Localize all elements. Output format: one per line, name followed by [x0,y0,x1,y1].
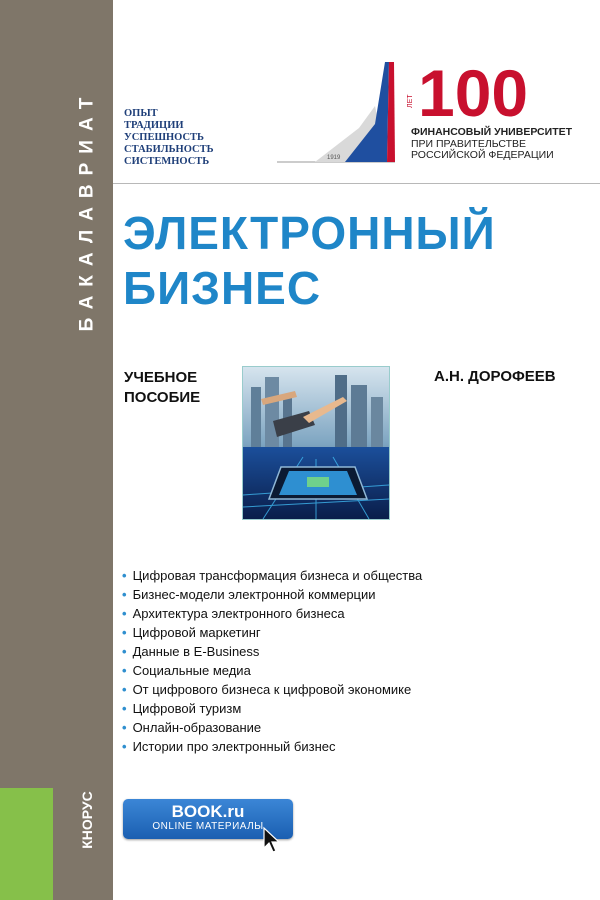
cover-illustration [242,366,390,520]
motto-item: УСПЕШНОСТЬ [124,132,204,143]
topic-text: Онлайн-образование [132,720,262,735]
list-item [122,680,422,699]
bullet-icon: • [122,568,127,583]
list-item [122,585,422,604]
bullet-icon: • [122,682,127,697]
publisher-name: КНОРУС [79,791,95,849]
university-name-line: ПРИ ПРАВИТЕЛЬСТВЕ [411,137,527,150]
bullet-icon: • [122,720,127,735]
author-name: А.Н. ДОРОФЕЕВ [434,368,556,385]
list-item [122,699,422,718]
university-name [411,127,572,162]
list-item [122,566,422,585]
motto-item: ОПЫТ [124,108,158,119]
topic-text: Истории про электронный бизнес [132,739,336,754]
list-item [122,737,422,756]
digital-business-image [243,367,389,519]
years-label: ЛЕТ [407,94,414,108]
motto-list [124,108,214,168]
bullet-icon: • [122,663,127,678]
university-name-line: РОССИЙСКОЙ ФЕДЕРАЦИИ [411,149,554,161]
topic-text: Цифровой туризм [132,701,242,716]
university-name-line: ФИНАНСОВЫЙ УНИВЕРСИТЕТ [411,126,573,138]
spine-publisher [62,770,112,870]
bullet-icon: • [122,587,127,602]
spine-series-text: БАКАЛАВРИАТ [76,88,97,332]
bullet-icon: • [122,701,127,716]
bookru-label: BOOK.ru [171,802,245,821]
topic-text: От цифрового бизнеса к цифровой экономике [132,682,412,697]
founded-year: 1919 [327,155,341,161]
bookru-sub-label: ONLINE МАТЕРИАЛЫ [152,821,264,832]
topic-text: Социальные медиа [132,663,251,678]
spine-series [62,60,112,360]
book-type-line: ПОСОБИЕ [124,389,201,406]
header-divider [113,183,600,184]
topic-text: Цифровой маркетинг [132,625,261,640]
motto-item: СИСТЕМНОСТЬ [124,156,210,167]
list-item [122,718,422,737]
list-item [122,642,422,661]
motto-item: ТРАДИЦИИ [124,120,184,131]
list-item [122,604,422,623]
anniversary-number: 100 [418,56,529,130]
list-item [122,661,422,680]
topic-text: Цифровая трансформация бизнеса и общества [132,568,423,583]
bullet-icon: • [122,739,127,754]
topic-text: Бизнес-модели электронной коммерции [132,587,376,602]
university-100-logo [407,56,558,130]
book-type [124,368,200,408]
book-title [123,206,496,316]
mouse-pointer-icon [262,826,282,854]
university-flag-graphic [275,58,407,166]
topic-text: Архитектура электронного бизнеса [132,606,345,621]
book-title-line: БИЗНЕС [123,262,322,314]
topics-list [122,566,422,756]
bullet-icon: • [122,644,127,659]
bullet-icon: • [122,606,127,621]
topic-text: Данные в E-Business [132,644,260,659]
bullet-icon: • [122,625,127,640]
list-item [122,623,422,642]
book-type-line: УЧЕБНОЕ [124,369,198,386]
motto-item: СТАБИЛЬНОСТЬ [124,144,214,155]
book-title-line: ЭЛЕКТРОННЫЙ [123,207,496,259]
spine-green-block [0,788,53,900]
